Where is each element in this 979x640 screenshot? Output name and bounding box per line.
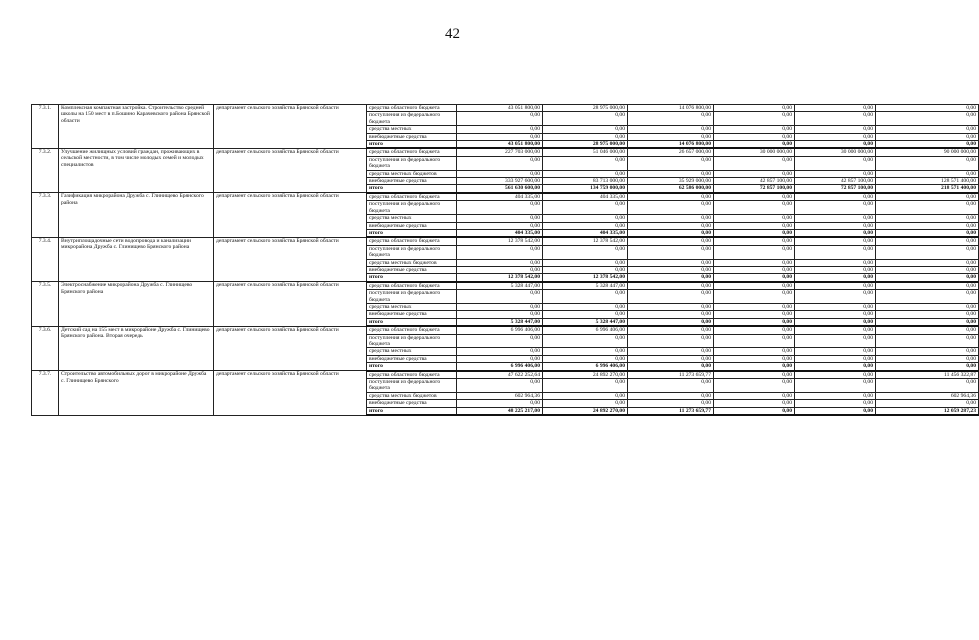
- funding-source: средства местных: [367, 303, 457, 310]
- amount-cell: 0,00: [543, 400, 628, 407]
- amount-cell: 0,00: [543, 133, 628, 140]
- amount-cell: 0,00: [795, 392, 876, 399]
- amount-cell: 128 571 400,00: [876, 178, 979, 185]
- amount-cell: 0,00: [795, 237, 876, 245]
- amount-cell: 0,00: [714, 245, 795, 259]
- amount-cell: 0,00: [714, 193, 795, 201]
- amount-cell: 0,00: [714, 407, 795, 415]
- amount-cell: 0,00: [876, 266, 979, 273]
- amount-cell: 0,00: [795, 318, 876, 326]
- funding-source: средства местных: [367, 348, 457, 355]
- amount-cell: 0,00: [714, 290, 795, 304]
- funding-source: поступления из федерального бюджета: [367, 334, 457, 348]
- funding-table: [31, 104, 979, 416]
- funding-source: поступления из федерального бюджета: [367, 290, 457, 304]
- amount-cell: 0,00: [628, 229, 714, 237]
- table-row: [32, 371, 979, 379]
- amount-cell: 0,00: [714, 274, 795, 282]
- amount-cell: 0,00: [876, 193, 979, 201]
- amount-cell: 0,00: [876, 334, 979, 348]
- amount-cell: 43 051 800,00: [457, 105, 543, 112]
- amount-cell: 0,00: [628, 201, 714, 215]
- amount-cell: 0,00: [795, 334, 876, 348]
- amount-cell: 0,00: [457, 112, 543, 126]
- amount-cell: 48 225 217,00: [457, 407, 543, 415]
- amount-cell: 0,00: [628, 400, 714, 407]
- item-department: департамент сельского хозяйства Брянской области: [214, 371, 367, 415]
- amount-cell: 28 975 000,00: [543, 141, 628, 149]
- funding-source: поступления из федерального бюджета: [367, 201, 457, 215]
- amount-cell: 0,00: [876, 363, 979, 371]
- funding-source: внебюджетные средства: [367, 133, 457, 140]
- funding-source: поступления из федерального бюджета: [367, 112, 457, 126]
- amount-cell: 0,00: [795, 133, 876, 140]
- amount-cell: 0,00: [543, 311, 628, 318]
- amount-cell: 5 328 447,00: [457, 282, 543, 290]
- amount-cell: 0,00: [795, 407, 876, 415]
- amount-cell: 0,00: [457, 215, 543, 222]
- amount-cell: 0,00: [628, 303, 714, 310]
- amount-cell: 0,00: [543, 215, 628, 222]
- amount-cell: 11 273 659,77: [628, 371, 714, 379]
- amount-cell: 0,00: [876, 222, 979, 229]
- amount-cell: 0,00: [795, 170, 876, 177]
- item-department: департамент сельского хозяйства Брянской области: [214, 148, 367, 192]
- funding-source: итого: [367, 363, 457, 371]
- amount-cell: 28 975 000,00: [543, 105, 628, 112]
- amount-cell: 6 996 406,00: [543, 326, 628, 334]
- amount-cell: 12 378 542,00: [543, 274, 628, 282]
- amount-cell: 0,00: [628, 133, 714, 140]
- amount-cell: 0,00: [714, 392, 795, 399]
- amount-cell: 0,00: [628, 326, 714, 334]
- amount-cell: 0,00: [543, 348, 628, 355]
- item-code: 7.3.5.: [32, 282, 59, 326]
- amount-cell: 0,00: [795, 355, 876, 362]
- amount-cell: 0,00: [795, 379, 876, 393]
- amount-cell: 43 051 800,00: [457, 141, 543, 149]
- funding-source: внебюджетные средства: [367, 266, 457, 273]
- amount-cell: 0,00: [876, 126, 979, 133]
- funding-source: итого: [367, 229, 457, 237]
- amount-cell: 6 996 406,00: [457, 326, 543, 334]
- amount-cell: 0,00: [714, 303, 795, 310]
- amount-cell: 0,00: [543, 392, 628, 399]
- amount-cell: 0,00: [628, 311, 714, 318]
- amount-cell: 0,00: [795, 229, 876, 237]
- item-department: департамент сельского хозяйства Брянской области: [214, 193, 367, 237]
- amount-cell: 0,00: [876, 237, 979, 245]
- funding-source: средства областного бюджета: [367, 326, 457, 334]
- amount-cell: 35 929 000,00: [628, 178, 714, 185]
- amount-cell: 0,00: [876, 156, 979, 170]
- funding-source: средства областного бюджета: [367, 193, 457, 201]
- amount-cell: 26 657 000,00: [628, 148, 714, 156]
- amount-cell: 602 964,36: [457, 392, 543, 399]
- amount-cell: 0,00: [795, 303, 876, 310]
- amount-cell: 0,00: [876, 215, 979, 222]
- amount-cell: 0,00: [795, 112, 876, 126]
- amount-cell: 0,00: [714, 126, 795, 133]
- amount-cell: 83 713 000,00: [543, 178, 628, 185]
- funding-source: средства местных бюджетов: [367, 392, 457, 399]
- funding-source: внебюджетные средства: [367, 400, 457, 407]
- amount-cell: 0,00: [795, 290, 876, 304]
- amount-cell: 0,00: [457, 245, 543, 259]
- item-name: Газификация микрорайона Дружба с. Глинищево Брянского района: [59, 193, 214, 237]
- amount-cell: 0,00: [714, 334, 795, 348]
- amount-cell: 0,00: [876, 326, 979, 334]
- amount-cell: 0,00: [876, 133, 979, 140]
- amount-cell: 0,00: [628, 392, 714, 399]
- amount-cell: 24 892 270,00: [543, 407, 628, 415]
- item-department: департамент сельского хозяйства Брянской области: [214, 282, 367, 326]
- amount-cell: 0,00: [457, 303, 543, 310]
- amount-cell: 0,00: [628, 237, 714, 245]
- amount-cell: 72 857 100,00: [795, 185, 876, 193]
- amount-cell: 0,00: [714, 371, 795, 379]
- amount-cell: 47 622 252,64: [457, 371, 543, 379]
- funding-source: итого: [367, 274, 457, 282]
- item-department: департамент сельского хозяйства Брянской области: [214, 105, 367, 149]
- funding-source: поступления из федерального бюджета: [367, 245, 457, 259]
- funding-source: средства областного бюджета: [367, 148, 457, 156]
- amount-cell: 134 759 000,00: [543, 185, 628, 193]
- amount-cell: 0,00: [628, 363, 714, 371]
- amount-cell: 0,00: [543, 355, 628, 362]
- amount-cell: 42 857 100,00: [795, 178, 876, 185]
- amount-cell: 0,00: [628, 222, 714, 229]
- amount-cell: 0,00: [457, 290, 543, 304]
- amount-cell: 0,00: [543, 379, 628, 393]
- amount-cell: 218 571 400,00: [876, 185, 979, 193]
- amount-cell: 0,00: [714, 141, 795, 149]
- item-name: Строительство автомобильных дорог в микрорайоне Дружба с. Глинищево Брянского: [59, 371, 214, 415]
- amount-cell: 0,00: [876, 303, 979, 310]
- item-name: Улучшение жилищных условий граждан, проживающих в сельской местности, в том числе молодых семей и молодых специалистов: [59, 148, 214, 192]
- amount-cell: 0,00: [714, 355, 795, 362]
- amount-cell: 404 335,00: [543, 193, 628, 201]
- amount-cell: 14 076 800,00: [628, 105, 714, 112]
- table-row: [32, 237, 979, 245]
- amount-cell: 0,00: [714, 170, 795, 177]
- amount-cell: 0,00: [876, 348, 979, 355]
- item-department: департамент сельского хозяйства Брянской области: [214, 326, 367, 370]
- amount-cell: 0,00: [543, 222, 628, 229]
- amount-cell: 0,00: [714, 112, 795, 126]
- amount-cell: 0,00: [795, 371, 876, 379]
- amount-cell: 0,00: [876, 170, 979, 177]
- amount-cell: 0,00: [876, 141, 979, 149]
- item-code: 7.3.1.: [32, 105, 59, 149]
- amount-cell: 30 000 000,00: [795, 148, 876, 156]
- amount-cell: 0,00: [543, 290, 628, 304]
- amount-cell: 0,00: [876, 259, 979, 266]
- amount-cell: 0,00: [628, 290, 714, 304]
- amount-cell: 0,00: [876, 201, 979, 215]
- amount-cell: 0,00: [628, 156, 714, 170]
- funding-source: внебюджетные средства: [367, 355, 457, 362]
- amount-cell: 0,00: [543, 201, 628, 215]
- amount-cell: 0,00: [628, 318, 714, 326]
- funding-source: поступления из федерального бюджета: [367, 379, 457, 393]
- amount-cell: 0,00: [457, 126, 543, 133]
- amount-cell: 0,00: [795, 222, 876, 229]
- item-name: Комплексная компактная застройка. Строительство средней школы на 150 мест в п.Бошино Карачевского района Брянской области: [59, 105, 214, 149]
- amount-cell: 0,00: [876, 290, 979, 304]
- amount-cell: 0,00: [457, 170, 543, 177]
- amount-cell: 0,00: [795, 105, 876, 112]
- amount-cell: 0,00: [543, 334, 628, 348]
- amount-cell: 0,00: [628, 245, 714, 259]
- amount-cell: 11 456 322,87: [876, 371, 979, 379]
- amount-cell: 0,00: [714, 311, 795, 318]
- amount-cell: 12 059 287,23: [876, 407, 979, 415]
- amount-cell: 602 964,36: [876, 392, 979, 399]
- amount-cell: 0,00: [876, 229, 979, 237]
- table-row: [32, 105, 979, 112]
- amount-cell: 0,00: [795, 282, 876, 290]
- amount-cell: 0,00: [714, 363, 795, 371]
- amount-cell: 0,00: [795, 400, 876, 407]
- amount-cell: 12 378 542,00: [457, 274, 543, 282]
- amount-cell: 0,00: [795, 326, 876, 334]
- funding-source: средства местных: [367, 215, 457, 222]
- funding-source: средства областного бюджета: [367, 105, 457, 112]
- amount-cell: 0,00: [795, 274, 876, 282]
- funding-source: средства местных: [367, 126, 457, 133]
- table-row: [32, 193, 979, 201]
- amount-cell: 0,00: [457, 348, 543, 355]
- amount-cell: 0,00: [714, 215, 795, 222]
- amount-cell: 0,00: [628, 355, 714, 362]
- item-code: 7.3.3.: [32, 193, 59, 237]
- item-code: 7.3.6.: [32, 326, 59, 370]
- table-row: [32, 326, 979, 334]
- amount-cell: 0,00: [543, 266, 628, 273]
- item-department: департамент сельского хозяйства Брянской области: [214, 237, 367, 281]
- amount-cell: 0,00: [876, 112, 979, 126]
- amount-cell: 0,00: [543, 259, 628, 266]
- amount-cell: 14 076 800,00: [628, 141, 714, 149]
- amount-cell: 0,00: [876, 105, 979, 112]
- item-name: Детский сад на 155 мест в микрорайоне Дружба с. Глинищево Брянского района. Вторая очередь: [59, 326, 214, 370]
- amount-cell: 0,00: [876, 311, 979, 318]
- amount-cell: 0,00: [795, 201, 876, 215]
- amount-cell: 0,00: [628, 334, 714, 348]
- amount-cell: 0,00: [795, 259, 876, 266]
- amount-cell: 6 996 406,00: [543, 363, 628, 371]
- amount-cell: 0,00: [795, 215, 876, 222]
- funding-source: итого: [367, 318, 457, 326]
- funding-source: поступления из федерального бюджета: [367, 156, 457, 170]
- funding-source: средства областного бюджета: [367, 282, 457, 290]
- amount-cell: 0,00: [714, 156, 795, 170]
- amount-cell: 0,00: [714, 318, 795, 326]
- amount-cell: 0,00: [628, 274, 714, 282]
- amount-cell: 0,00: [457, 156, 543, 170]
- amount-cell: 0,00: [628, 193, 714, 201]
- amount-cell: 12 378 542,00: [543, 237, 628, 245]
- funding-source: итого: [367, 185, 457, 193]
- amount-cell: 0,00: [795, 141, 876, 149]
- amount-cell: 561 630 600,00: [457, 185, 543, 193]
- amount-cell: 0,00: [628, 215, 714, 222]
- table-body: [32, 105, 979, 416]
- amount-cell: 0,00: [714, 259, 795, 266]
- funding-source: внебюджетные средства: [367, 222, 457, 229]
- amount-cell: 5 328 447,00: [543, 318, 628, 326]
- amount-cell: 0,00: [795, 348, 876, 355]
- amount-cell: 0,00: [714, 379, 795, 393]
- amount-cell: 0,00: [628, 348, 714, 355]
- funding-source: средства областного бюджета: [367, 371, 457, 379]
- amount-cell: 0,00: [628, 259, 714, 266]
- amount-cell: 0,00: [457, 201, 543, 215]
- amount-cell: 0,00: [457, 400, 543, 407]
- amount-cell: 0,00: [876, 274, 979, 282]
- amount-cell: 90 000 000,00: [876, 148, 979, 156]
- page-number: 42: [445, 26, 460, 42]
- amount-cell: 227 703 000,00: [457, 148, 543, 156]
- funding-source: итого: [367, 141, 457, 149]
- amount-cell: 11 273 659,77: [628, 407, 714, 415]
- amount-cell: 5 328 447,00: [543, 282, 628, 290]
- amount-cell: 0,00: [628, 112, 714, 126]
- funding-source: внебюджетные средства: [367, 311, 457, 318]
- amount-cell: 0,00: [543, 112, 628, 126]
- amount-cell: 0,00: [876, 379, 979, 393]
- amount-cell: 0,00: [714, 201, 795, 215]
- amount-cell: 0,00: [795, 266, 876, 273]
- amount-cell: 404 335,00: [457, 229, 543, 237]
- amount-cell: 0,00: [457, 311, 543, 318]
- item-name: Электроснабжение микрорайона Дружба с. Глинищево Брянского района: [59, 282, 214, 326]
- amount-cell: 0,00: [628, 282, 714, 290]
- amount-cell: 0,00: [714, 400, 795, 407]
- amount-cell: 0,00: [795, 363, 876, 371]
- amount-cell: 0,00: [714, 237, 795, 245]
- funding-source: средства местных бюджетов: [367, 259, 457, 266]
- amount-cell: 0,00: [876, 245, 979, 259]
- amount-cell: 0,00: [543, 245, 628, 259]
- amount-cell: 0,00: [714, 229, 795, 237]
- amount-cell: 0,00: [795, 126, 876, 133]
- amount-cell: 0,00: [714, 222, 795, 229]
- amount-cell: 42 857 100,00: [714, 178, 795, 185]
- amount-cell: 0,00: [795, 156, 876, 170]
- amount-cell: 0,00: [714, 326, 795, 334]
- amount-cell: 6 996 406,00: [457, 363, 543, 371]
- amount-cell: 0,00: [543, 170, 628, 177]
- amount-cell: 0,00: [628, 266, 714, 273]
- amount-cell: 0,00: [457, 259, 543, 266]
- amount-cell: 12 378 542,00: [457, 237, 543, 245]
- amount-cell: 0,00: [876, 355, 979, 362]
- amount-cell: 0,00: [457, 266, 543, 273]
- item-code: 7.3.2.: [32, 148, 59, 192]
- table-row: [32, 148, 979, 156]
- amount-cell: 0,00: [876, 400, 979, 407]
- amount-cell: 0,00: [714, 348, 795, 355]
- amount-cell: 62 586 000,00: [628, 185, 714, 193]
- amount-cell: 30 000 000,00: [714, 148, 795, 156]
- funding-source: средства областного бюджета: [367, 237, 457, 245]
- amount-cell: 0,00: [628, 170, 714, 177]
- amount-cell: 0,00: [795, 193, 876, 201]
- amount-cell: 0,00: [628, 126, 714, 133]
- amount-cell: 0,00: [543, 303, 628, 310]
- amount-cell: 72 857 100,00: [714, 185, 795, 193]
- amount-cell: 5 328 447,00: [457, 318, 543, 326]
- amount-cell: 0,00: [457, 355, 543, 362]
- amount-cell: 0,00: [457, 379, 543, 393]
- amount-cell: 0,00: [795, 245, 876, 259]
- amount-cell: 0,00: [543, 156, 628, 170]
- amount-cell: 51 046 000,00: [543, 148, 628, 156]
- amount-cell: 404 335,00: [457, 193, 543, 201]
- amount-cell: 0,00: [457, 133, 543, 140]
- amount-cell: 0,00: [457, 222, 543, 229]
- item-name: Внутриплощадочные сети водопровода и канализации микрорайона Дружба с. Глинищево Брянского района: [59, 237, 214, 281]
- amount-cell: 0,00: [457, 334, 543, 348]
- amount-cell: 0,00: [543, 126, 628, 133]
- funding-source: внебюджетные средства: [367, 178, 457, 185]
- amount-cell: 0,00: [795, 311, 876, 318]
- amount-cell: 404 335,00: [543, 229, 628, 237]
- amount-cell: 0,00: [714, 282, 795, 290]
- table-row: [32, 282, 979, 290]
- amount-cell: 24 892 270,00: [543, 371, 628, 379]
- item-code: 7.3.7.: [32, 371, 59, 415]
- amount-cell: 0,00: [876, 318, 979, 326]
- amount-cell: 0,00: [876, 282, 979, 290]
- funding-source: итого: [367, 407, 457, 415]
- amount-cell: 0,00: [628, 379, 714, 393]
- amount-cell: 0,00: [714, 133, 795, 140]
- item-code: 7.3.4.: [32, 237, 59, 281]
- funding-source: средства местных бюджетов: [367, 170, 457, 177]
- amount-cell: 0,00: [714, 266, 795, 273]
- amount-cell: 333 927 600,00: [457, 178, 543, 185]
- amount-cell: 0,00: [714, 105, 795, 112]
